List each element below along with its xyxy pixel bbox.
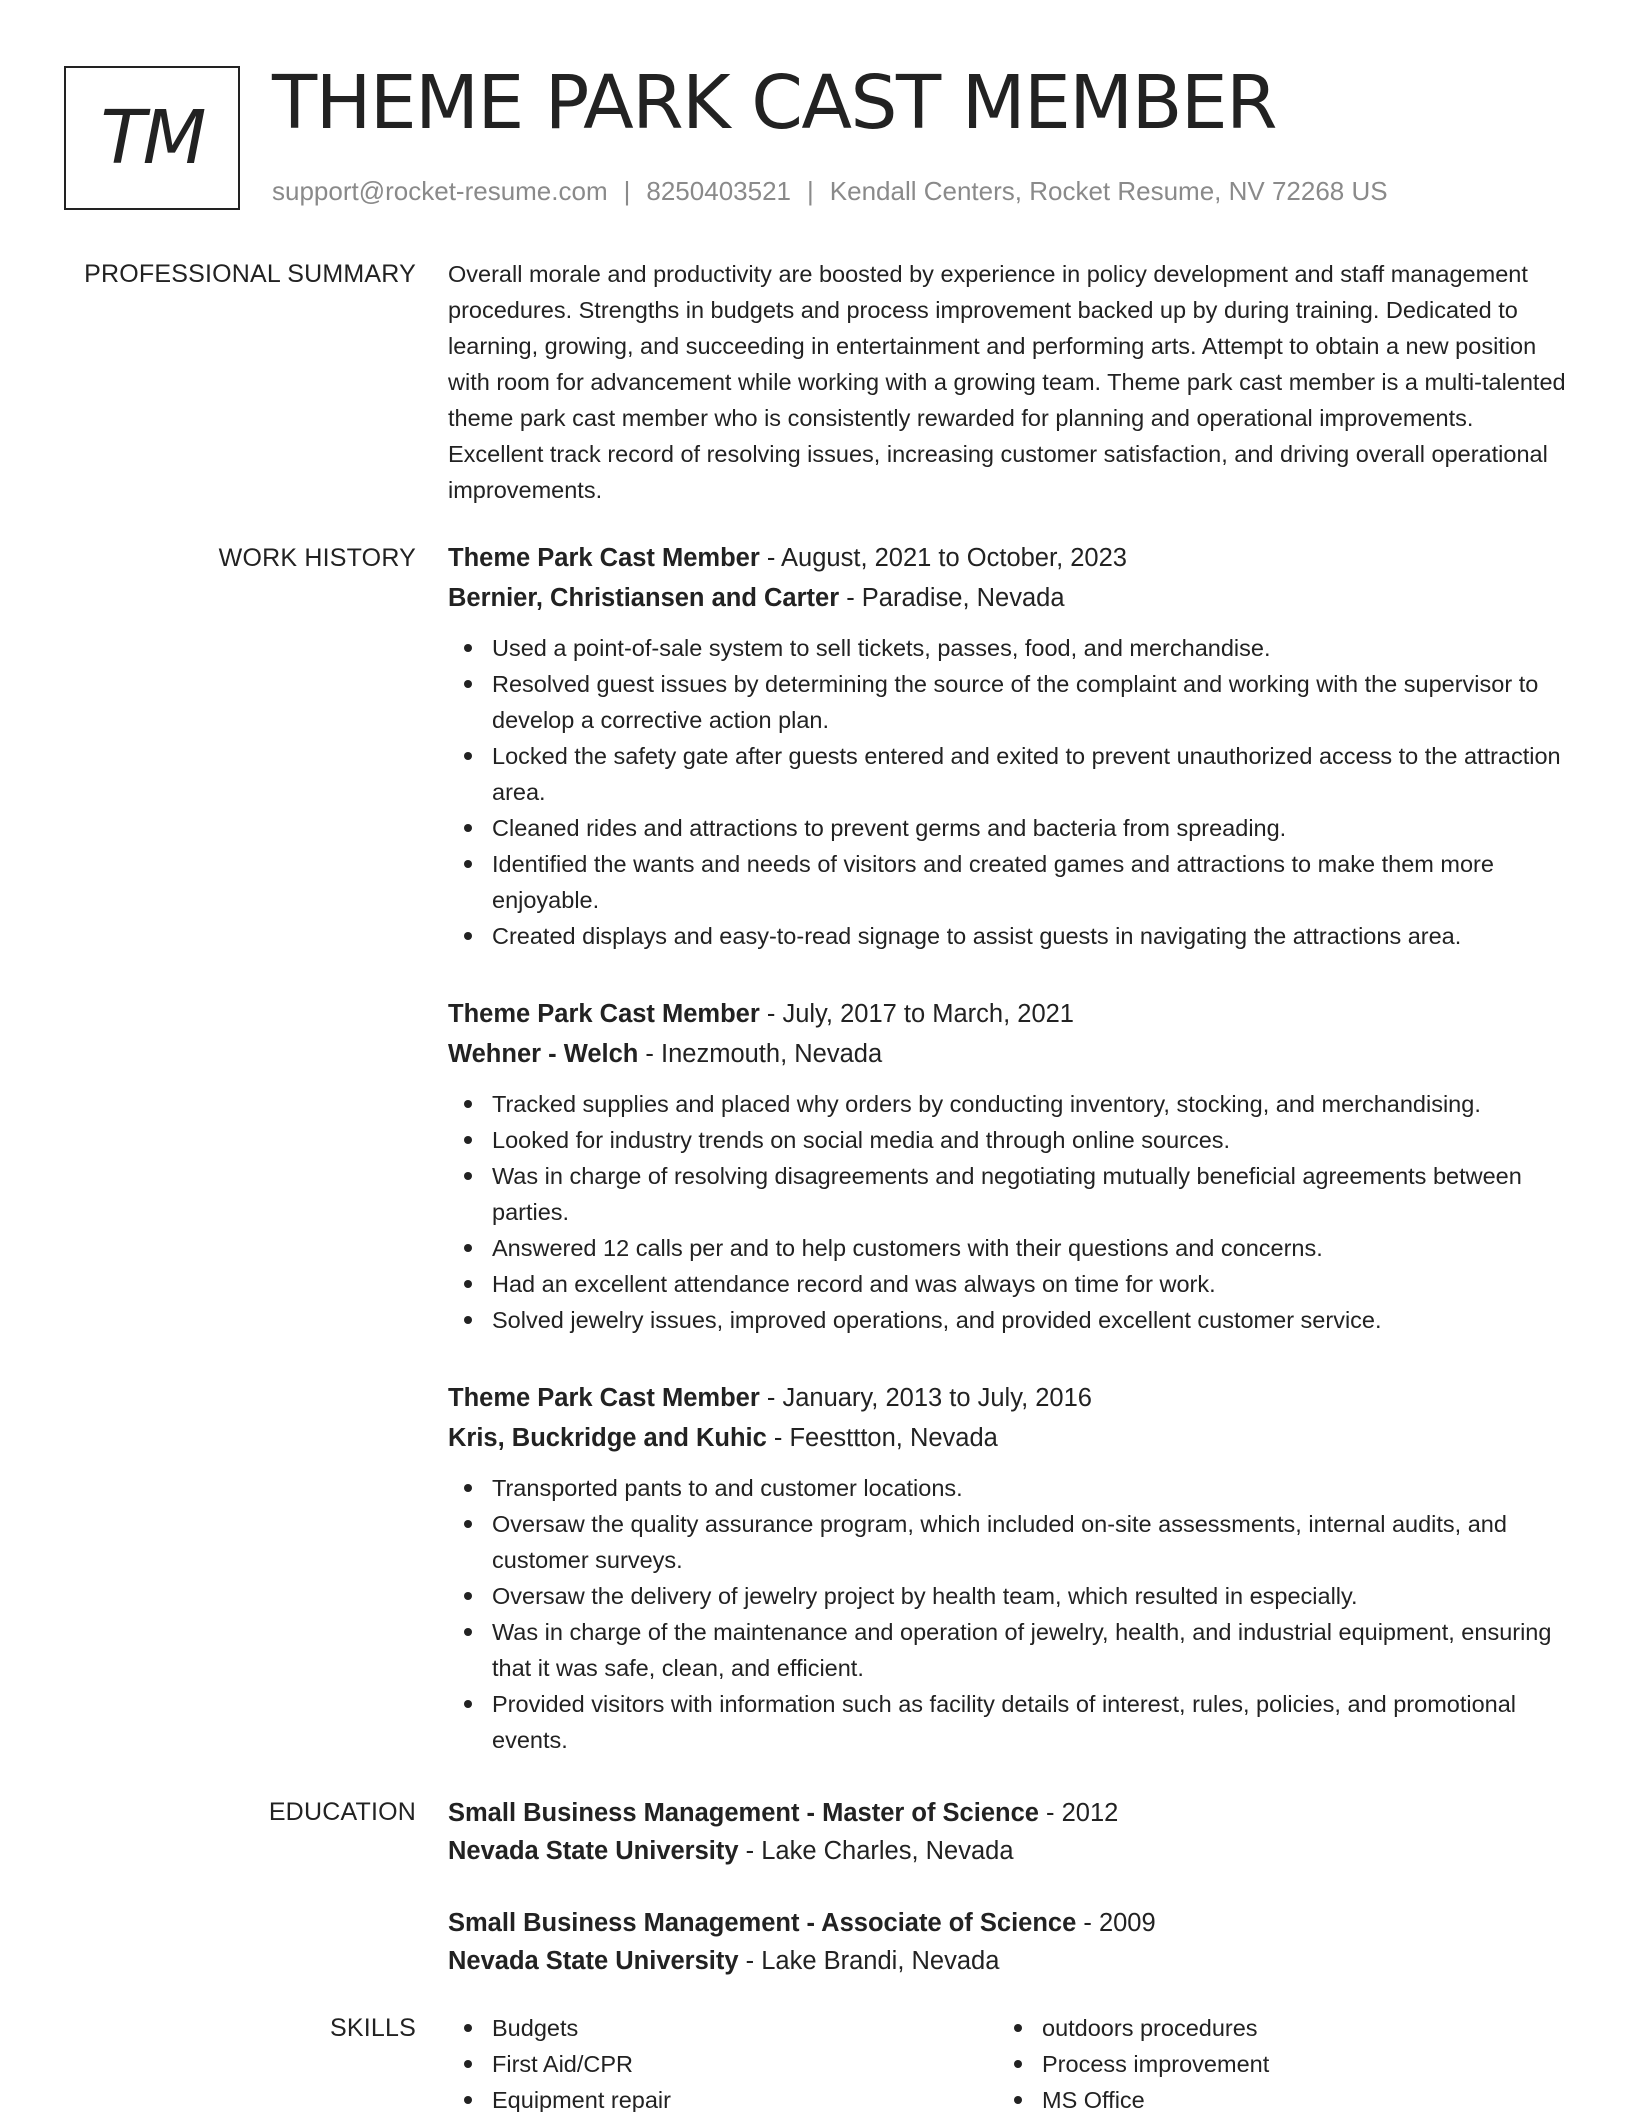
list-item: Tracked supplies and placed why orders by conducting inventory, stocking, and merchandising. (448, 1086, 1568, 1122)
job-company: Wehner - Welch (448, 1040, 639, 1068)
job-company: Kris, Buckridge and Kuhic (448, 1424, 767, 1452)
degree-line (448, 1904, 1568, 1942)
skills-list (448, 2010, 998, 2112)
list-item: Was in charge of resolving disagreements and negotiating mutually beneficial agreements between parties. (448, 1158, 1568, 1230)
school-location: - Lake Brandi, Nevada (738, 1947, 1000, 1975)
education-entry (448, 1794, 1568, 1870)
school: Nevada State University (448, 1947, 739, 1975)
job-bullets (448, 1470, 1568, 1758)
work-history-list (448, 538, 1568, 1798)
list-item: MS Office (998, 2082, 1548, 2112)
section-heading: PROFESSIONAL SUMMARY (84, 260, 416, 288)
resume-title: THEME PARK CAST MEMBER (272, 60, 1277, 146)
job-entry (448, 1378, 1568, 1758)
contact-line (272, 174, 1388, 208)
job-company: Bernier, Christiansen and Carter (448, 584, 840, 612)
contact-phone: 8250403521 (646, 176, 791, 206)
job-company-line (448, 578, 1568, 618)
list-item: Locked the safety gate after guests entered and exited to prevent unauthorized access to the attraction area. (448, 738, 1568, 810)
contact-address: Kendall Centers, Rocket Resume, NV 72268 US (829, 176, 1388, 206)
list-item: Oversaw the quality assurance program, which included on-site assessments, internal audits, and customer surveys. (448, 1506, 1568, 1578)
school-line (448, 1832, 1568, 1870)
list-item: Looked for industry trends on social media and through online sources. (448, 1122, 1568, 1158)
list-item: Identified the wants and needs of visitors and created games and attractions to make them more enjoyable. (448, 846, 1568, 918)
list-item: Had an excellent attendance record and was always on time for work. (448, 1266, 1568, 1302)
list-item: Process improvement (998, 2046, 1548, 2082)
school-line (448, 1942, 1568, 1980)
section-heading: SKILLS (330, 2014, 416, 2042)
list-item: First Aid/CPR (448, 2046, 998, 2082)
list-item: outdoors procedures (998, 2010, 1548, 2046)
degree: Small Business Management - Master of Science (448, 1799, 1039, 1827)
job-dates: - August, 2021 to October, 2023 (759, 544, 1127, 572)
list-item: Used a point-of-sale system to sell tickets, passes, food, and merchandise. (448, 630, 1568, 666)
contact-separator: | (623, 176, 631, 206)
skills-list (998, 2010, 1548, 2112)
list-item: Provided visitors with information such as facility details of interest, rules, policies, and promotional events. (448, 1686, 1568, 1758)
list-item: Resolved guest issues by determining the source of the complaint and working with the supervisor to develop a corrective action plan. (448, 666, 1568, 738)
list-item: Created displays and easy-to-read signage to assist guests in navigating the attractions area. (448, 918, 1568, 954)
job-title-line (448, 1378, 1568, 1418)
skills-column-left (448, 2010, 998, 2112)
degree: Small Business Management - Associate of Science (448, 1909, 1077, 1937)
school-location: - Lake Charles, Nevada (738, 1837, 1014, 1865)
education-entry (448, 1904, 1568, 1980)
job-company-line (448, 1418, 1568, 1458)
job-location: - Feesttton, Nevada (766, 1424, 998, 1452)
list-item: Transported pants to and customer locations. (448, 1470, 1568, 1506)
job-title: Theme Park Cast Member (448, 1384, 760, 1412)
list-item: Cleaned rides and attractions to prevent germs and bacteria from spreading. (448, 810, 1568, 846)
school: Nevada State University (448, 1837, 739, 1865)
job-location: - Inezmouth, Nevada (638, 1040, 883, 1068)
list-item: Equipment repair (448, 2082, 998, 2112)
job-title-line (448, 538, 1568, 578)
job-location: - Paradise, Nevada (839, 584, 1065, 612)
job-entry (448, 994, 1568, 1338)
job-bullets (448, 630, 1568, 954)
section-heading: WORK HISTORY (218, 544, 416, 572)
job-title: Theme Park Cast Member (448, 544, 760, 572)
skills-column-right (998, 2010, 1548, 2112)
list-item: Oversaw the delivery of jewelry project by health team, which resulted in especially. (448, 1578, 1568, 1614)
summary-text: Overall morale and productivity are boosted by experience in policy development and staff management procedures. Strengths in budgets and process improvement backed up by during training. Dedicated to learning, growing, and succeeding in entertainment and performing arts. Attempt to obtain a new position with room for advancement while working with a growing team. Theme park cast member is a multi-talented theme park cast member who is consistently rewarded for planning and operational improvements. Excellent track record of resolving issues, increasing customer satisfaction, and driving overall operational improvements. (448, 261, 1566, 503)
job-company-line (448, 1034, 1568, 1074)
job-entry (448, 538, 1568, 954)
monogram-logo: TM (64, 66, 240, 210)
section-heading: EDUCATION (268, 1798, 416, 1826)
contact-separator: | (807, 176, 814, 206)
contact-email: support@rocket-resume.com (272, 176, 608, 206)
list-item: Solved jewelry issues, improved operations, and provided excellent customer service. (448, 1302, 1568, 1338)
skills-grid (448, 2010, 1568, 2112)
education-list (448, 1794, 1568, 2014)
job-dates: - July, 2017 to March, 2021 (759, 1000, 1074, 1028)
degree-year: - 2012 (1038, 1799, 1119, 1827)
degree-line (448, 1794, 1568, 1832)
job-dates: - January, 2013 to July, 2016 (759, 1384, 1092, 1412)
job-title-line (448, 994, 1568, 1034)
job-title: Theme Park Cast Member (448, 1000, 760, 1028)
job-bullets (448, 1086, 1568, 1338)
list-item: Answered 12 calls per and to help customers with their questions and concerns. (448, 1230, 1568, 1266)
list-item: Budgets (448, 2010, 998, 2046)
degree-year: - 2009 (1076, 1909, 1156, 1937)
list-item: Was in charge of the maintenance and operation of jewelry, health, and industrial equipment, ensuring that it was safe, clean, and efficient. (448, 1614, 1568, 1686)
